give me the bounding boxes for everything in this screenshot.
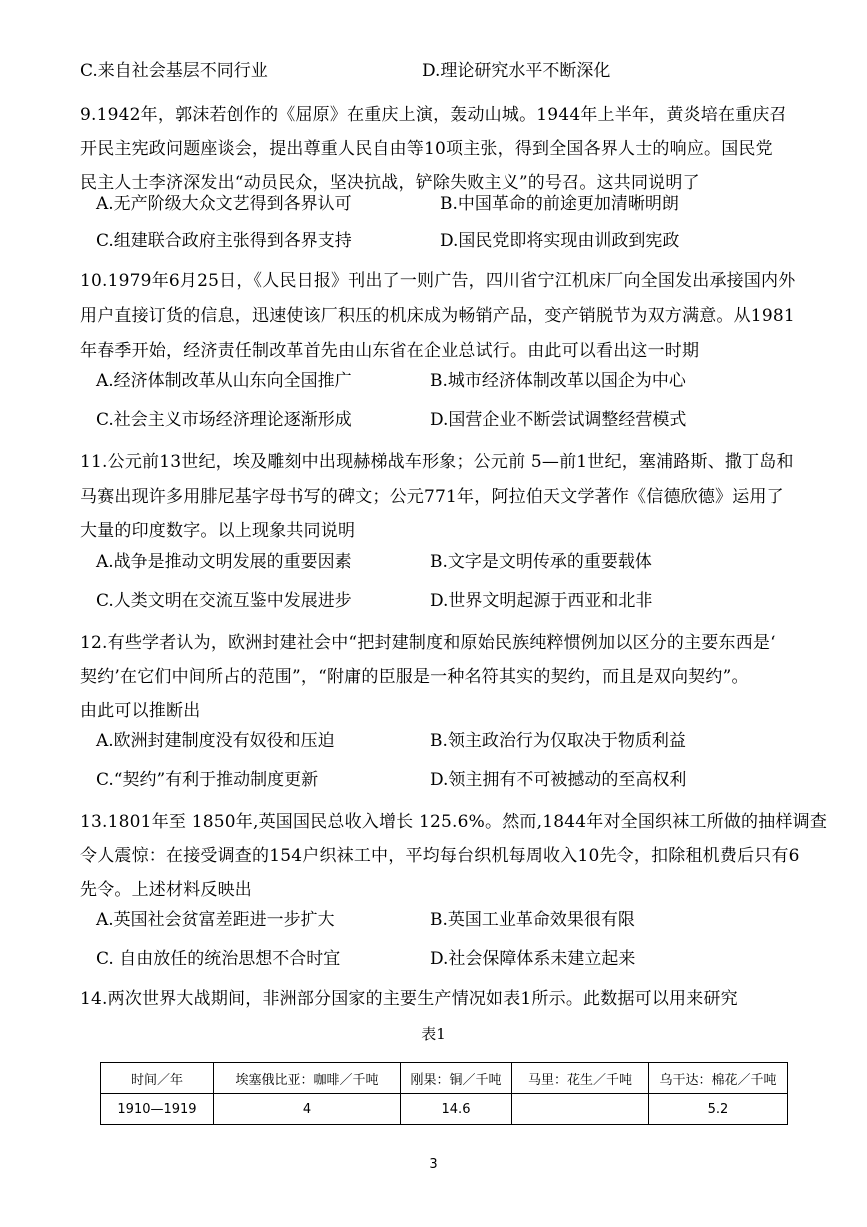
question-12-option-c: C.“契约”有利于推动制度更新 bbox=[96, 770, 319, 790]
question-10-option-d: D.国营企业不断尝试调整经营模式 bbox=[430, 410, 687, 430]
question-11-line-3: 大量的印度数字。以上现象共同说明 bbox=[80, 521, 356, 541]
question-13-option-a: A.英国社会贫富差距进一步扩大 bbox=[96, 910, 335, 930]
question-9-option-c: C.组建联合政府主张得到各界支持 bbox=[96, 231, 352, 251]
question-12-line-3: 由此可以推断出 bbox=[80, 701, 201, 721]
table-header-cell: 刚果：铜／千吨 bbox=[401, 1063, 512, 1094]
question-12-option-a: A.欧洲封建制度没有奴役和压迫 bbox=[96, 731, 335, 751]
question-13-option-b: B.英国工业革命效果很有限 bbox=[430, 910, 635, 930]
question-10-line-2: 用户直接订货的信息，迅速使该厂积压的机床成为畅销产品，变产销脱节为双方满意。从1981 bbox=[80, 306, 795, 326]
question-13-line-2: 令人震惊：在接受调查的154户织袜工中，平均每台织机每周收入10先令，扣除租机费后只有6 bbox=[80, 846, 800, 866]
table-header-cell: 乌干达：棉花／千吨 bbox=[649, 1063, 788, 1094]
table-header-cell: 埃塞俄比亚：咖啡／千吨 bbox=[214, 1063, 401, 1094]
table-caption: 表1 bbox=[421, 1025, 446, 1043]
question-9-option-b: B.中国革命的前途更加清晰明朗 bbox=[440, 194, 679, 214]
question-12-option-d: D.领主拥有不可被撼动的至高权利 bbox=[430, 770, 687, 790]
question-11-option-c: C.人类文明在交流互鉴中发展进步 bbox=[96, 591, 352, 611]
question-11-option-a: A.战争是推动文明发展的重要因素 bbox=[96, 552, 352, 572]
question-11-line-2: 马赛出现许多用腓尼基字母书写的碑文；公元771年，阿拉伯天文学著作《信德欣德》运用了 bbox=[80, 487, 784, 507]
table-header-row bbox=[101, 1063, 788, 1094]
question-9-line-3: 民主人士李济深发出“动员民众，坚决抗战，铲除失败主义”的号召。这共同说明了 bbox=[80, 173, 700, 193]
option-c-prev: C.来自社会基层不同行业 bbox=[80, 61, 268, 81]
question-14-line-1: 14.两次世界大战期间，非洲部分国家的主要生产情况如表1所示。此数据可以用来研究 bbox=[80, 989, 738, 1009]
table-cell: 1910—1919 bbox=[101, 1094, 214, 1125]
table-cell: 5.2 bbox=[649, 1094, 788, 1125]
question-13-option-d: D.社会保障体系未建立起来 bbox=[430, 949, 636, 969]
question-13-line-3: 先令。上述材料反映出 bbox=[80, 880, 252, 900]
table-header-cell: 马里：花生／千吨 bbox=[512, 1063, 649, 1094]
question-9-line-2: 开民主宪政问题座谈会，提出尊重人民自由等10项主张，得到全国各界人士的响应。国民党 bbox=[80, 139, 773, 159]
page-number: 3 bbox=[429, 1157, 438, 1172]
question-10-option-b: B.城市经济体制改革以国企为中心 bbox=[430, 371, 686, 391]
table-row bbox=[101, 1094, 788, 1125]
option-d-prev: D.理论研究水平不断深化 bbox=[422, 61, 611, 81]
table-cell bbox=[512, 1094, 649, 1125]
question-9-line-1: 9.1942年，郭沫若创作的《屈原》在重庆上演，轰动山城。1944年上半年，黄炎培在重庆召 bbox=[80, 105, 787, 125]
table-cell: 14.6 bbox=[401, 1094, 512, 1125]
question-11-option-d: D.世界文明起源于西亚和北非 bbox=[430, 591, 653, 611]
table-cell: 4 bbox=[214, 1094, 401, 1125]
data-table bbox=[100, 1062, 788, 1125]
question-12-option-b: B.领主政治行为仅取决于物质利益 bbox=[430, 731, 686, 751]
question-10-line-3: 年春季开始，经济责任制改革首先由山东省在企业总试行。由此可以看出这一时期 bbox=[80, 341, 700, 361]
table-header-cell: 时间／年 bbox=[101, 1063, 214, 1094]
question-10-option-a: A.经济体制改革从山东向全国推广 bbox=[96, 371, 352, 391]
question-11-option-b: B.文字是文明传承的重要载体 bbox=[430, 552, 652, 572]
question-13-line-1: 13.1801年至 1850年,英国国民总收入增长 125.6%。然而,1844年对全国织袜工所做的抽样调查 bbox=[80, 812, 828, 832]
question-9-option-a: A.无产阶级大众文艺得到各界认可 bbox=[96, 194, 352, 214]
question-10-line-1: 10.1979年6月25日，《人民日报》刊出了一则广告，四川省宁江机床厂向全国发出承接国内外 bbox=[80, 271, 796, 291]
question-9-option-d: D.国民党即将实现由训政到宪政 bbox=[440, 231, 680, 251]
question-12-line-2: 契约’在它们中间所占的范围”，“附庸的臣服是一种名符其实的契约，而且是双向契约”。 bbox=[80, 667, 749, 687]
question-10-option-c: C.社会主义市场经济理论逐渐形成 bbox=[96, 410, 352, 430]
question-11-line-1: 11.公元前13世纪，埃及雕刻中出现赫梯战车形象；公元前 5—前1世纪，塞浦路斯、撒丁岛和 bbox=[80, 452, 794, 472]
question-12-line-1: 12.有些学者认为，欧洲封建社会中“把封建制度和原始民族纯粹惯例加以区分的主要东西是‘ bbox=[80, 633, 776, 653]
question-13-option-c: C. 自由放任的统治思想不合时宜 bbox=[96, 949, 341, 969]
